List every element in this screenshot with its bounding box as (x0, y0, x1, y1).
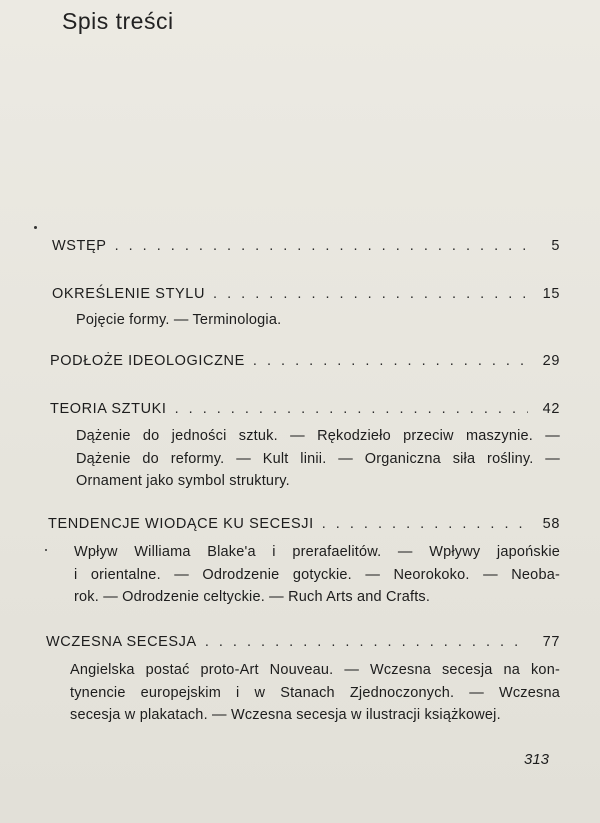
toc-description-line: secesja w plakatach. — Wczesna secesja w ilustracji książkowej. (70, 707, 501, 723)
toc-page-number: 5 (551, 238, 560, 254)
toc-heading: OKREŚLENIE STYLU (52, 286, 206, 302)
toc-description-line: Pojęcie formy. — Terminologia. (76, 312, 282, 328)
toc-entry-wczesna-secesja (46, 634, 560, 656)
leader-dots (205, 634, 528, 650)
toc-entry-okreslenie-stylu (52, 286, 560, 308)
page-folio-number: 313 (524, 751, 550, 768)
toc-description (74, 541, 560, 609)
toc-entry-podloze-ideologiczne (50, 353, 560, 375)
toc-entry-tendencje (48, 516, 560, 538)
leader-dots (253, 353, 528, 369)
toc-heading: PODŁOŻE IDEOLOGICZNE (50, 353, 245, 369)
toc-heading: WCZESNA SECESJA (46, 634, 197, 650)
toc-description (70, 659, 560, 727)
paper-speck (45, 549, 47, 551)
toc-page-number: 77 (542, 634, 560, 650)
toc-page-number: 29 (542, 353, 560, 369)
toc-heading: WSTĘP (52, 238, 107, 254)
toc-description-line: Ornament jako symbol struktury. (76, 473, 290, 489)
toc-description-line: rok. — Odrodzenie celtyckie. — Ruch Arts and Crafts. (74, 589, 431, 605)
leader-dots (115, 238, 528, 254)
toc-entry-teoria-sztuki (50, 401, 560, 423)
page-title: Spis treści (62, 8, 174, 34)
paper-speck (34, 226, 37, 229)
toc-page-number: 58 (542, 516, 560, 532)
toc-description-line: Dążenie do jedności sztuk. — Rękodzieło przeciw maszynie. — (76, 428, 560, 444)
toc-entry-wstep (52, 238, 560, 260)
toc-description-line: i orientalne. — Odrodzenie gotyckie. — Neorokoko. — Neoba- (74, 566, 560, 583)
leader-dots (213, 286, 528, 302)
toc-description (76, 309, 376, 332)
toc-description-line: Wpływ Williama Blake'a i prerafaelitów. — Wpływy japońskie (74, 544, 560, 560)
toc-heading: TENDENCJE WIODĄCE KU SECESJI (48, 516, 314, 532)
toc-description-line: tynencie europejskim i w Stanach Zjednoczonych. — Wczesna (70, 684, 560, 701)
toc-page-number: 42 (542, 401, 560, 417)
toc-description-line: Dążenie do reformy. — Kult linii. — Organiczna siła rośliny. — (76, 450, 560, 467)
toc-heading: TEORIA SZTUKI (50, 401, 167, 417)
toc-description-line: Angielska postać proto-Art Nouveau. — Wczesna secesja na kon- (70, 662, 560, 678)
toc-page-number: 15 (542, 286, 560, 302)
leader-dots (175, 401, 528, 417)
toc-description (76, 425, 560, 493)
leader-dots (322, 516, 528, 532)
